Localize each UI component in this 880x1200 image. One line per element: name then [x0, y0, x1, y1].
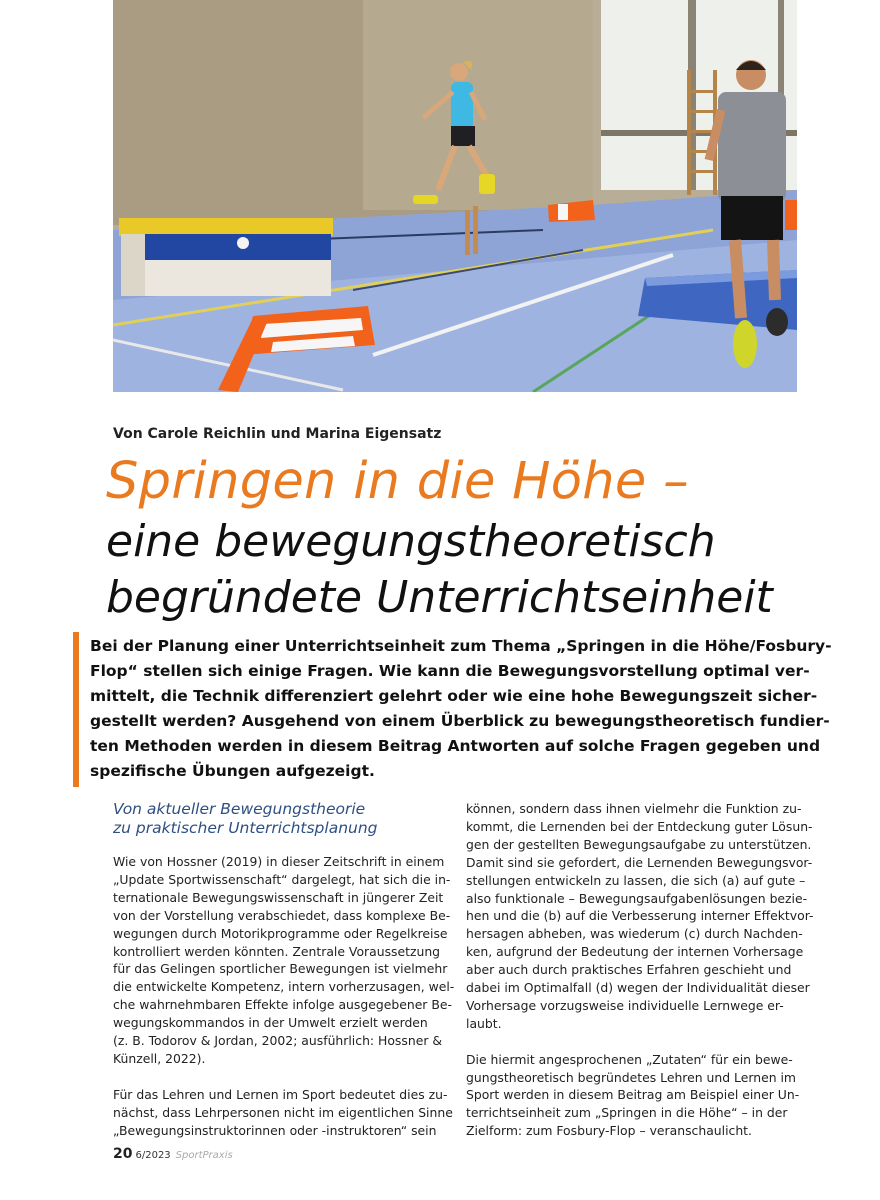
body-line: hersagen abheben, was wiederum (c) durch Nachden-	[466, 926, 803, 942]
body-line: die entwickelte Kompetenz, intern vorherzusagen, wel-	[113, 979, 455, 995]
body-line: Sport werden in diesem Beitrag am Beispiel einer Un-	[466, 1087, 800, 1103]
body-line: „Bewegungsinstruktorinnen oder -instruktoren“ sein	[113, 1122, 437, 1138]
header-photo	[113, 0, 797, 392]
body-line: kommt, die Lernenden bei der Entdeckung guter Lösun-	[466, 818, 813, 834]
body-line: Vorhersage vorzugsweise individuelle Lernwege er-	[466, 997, 784, 1013]
issue-label: 6/2023	[135, 1150, 171, 1161]
body-line: Zielform: zum Fosbury-Flop – veranschaulicht.	[466, 1123, 752, 1139]
body-line: für das Gelingen sportlicher Bewegungen ist vielmehr	[113, 961, 448, 977]
body-line: gungstheoretisch begründetes Lehren und Lernen im	[466, 1069, 797, 1085]
body-column-right	[466, 800, 814, 1140]
body-line: gen der gestellten Bewegungsaufgabe zu unterstützen.	[466, 836, 812, 852]
body-line: stellungen entwickeln zu lassen, die sich (a) auf gute –	[466, 872, 806, 888]
body-line: wegungskommandos in der Umwelt erzielt werden	[113, 1015, 428, 1031]
section-heading-line: Von aktueller Bewegungstheorie	[113, 800, 366, 818]
body-line: „Update Sportwissenschaft“ dargelegt, hat sich die in-	[113, 871, 451, 887]
lead-line: Bei der Planung einer Unterrichtseinheit zum Thema „Springen in die Höhe/Fosbury-	[90, 637, 832, 655]
lead-line: Flop“ stellen sich einige Fragen. Wie kann die Bewegungsvorstellung optimal ver-	[90, 662, 810, 680]
body-line: Wie von Hossner (2019) in dieser Zeitschrift in einem	[113, 854, 445, 869]
lead-line: mittelt, die Technik differenziert gelehrt oder wie eine hohe Bewegungszeit sicher-	[90, 687, 818, 705]
paragraph-gap	[466, 1033, 796, 1051]
page-footer	[113, 1146, 233, 1162]
body-line: können, sondern dass ihnen vielmehr die Funktion zu-	[466, 801, 802, 816]
paragraph-gap	[113, 1068, 443, 1086]
lead-accent-bar	[73, 632, 79, 787]
body-line: ken, aufgrund der Bedeutung der internen Vorhersage	[466, 944, 804, 960]
section-heading-line: zu praktischer Unterrichtsplanung	[113, 819, 378, 837]
lead-paragraph	[90, 634, 832, 784]
body-line: hen und die (b) auf die Verbesserung interner Effektvor-	[466, 908, 814, 924]
section-heading	[113, 800, 378, 838]
author-byline: Von Carole Reichlin und Marina Eigensatz	[113, 426, 442, 442]
lead-line: gestellt werden? Ausgehend von einem Überblick zu bewegungstheoretisch fundier-	[90, 712, 830, 730]
body-column-left	[113, 853, 455, 1139]
body-line: ternationale Bewegungswissenschaft in jüngerer Zeit	[113, 889, 444, 905]
body-line: dabei im Optimalfall (d) wegen der Individualität dieser	[466, 980, 810, 996]
lead-line: spezifische Übungen aufgezeigt.	[90, 762, 375, 780]
body-line: che wahrnehmbaren Effekte infolge ausgegebener Be-	[113, 997, 452, 1013]
magazine-name: SportPraxis	[175, 1150, 233, 1161]
lead-line: ten Methoden werden in diesem Beitrag Antworten auf solche Fragen gegeben und	[90, 737, 821, 755]
body-line: Die hiermit angesprochenen „Zutaten“ für ein bewe-	[466, 1051, 793, 1067]
body-line: Für das Lehren und Lernen im Sport bedeutet dies zu-	[113, 1086, 448, 1102]
body-line: aber auch durch praktisches Erfahren geschieht und	[466, 962, 792, 978]
body-line: laubt.	[466, 1015, 502, 1031]
article-subtitle-line-2: begründete Unterrichtseinheit	[106, 572, 773, 623]
page-number: 20	[113, 1146, 133, 1162]
body-line: von der Vorstellung verabschiedet, dass komplexe Be-	[113, 907, 451, 923]
body-line: nächst, dass Lehrpersonen nicht im eigentlichen Sinne	[113, 1104, 453, 1120]
body-line: kontrolliert werden könnten. Zentrale Voraussetzung	[113, 943, 441, 959]
body-line: Damit sind sie gefordert, die Lernenden Bewegungsvor-	[466, 854, 813, 870]
body-line: (z. B. Todorov & Jordan, 2002; ausführlich: Hossner &	[113, 1033, 443, 1049]
article-subtitle-line-1: eine bewegungstheoretisch	[106, 516, 716, 567]
body-line: Künzell, 2022).	[113, 1050, 206, 1066]
body-line: terrichtseinheit zum „Springen in die Höhe“ – in der	[466, 1105, 788, 1121]
article-title: Springen in die Höhe –	[106, 452, 689, 511]
body-line: wegungen durch Motorikprogramme oder Regelkreise	[113, 925, 448, 941]
body-line: also funktionale – Bewegungsaufgabenlösungen bezie-	[466, 890, 808, 906]
